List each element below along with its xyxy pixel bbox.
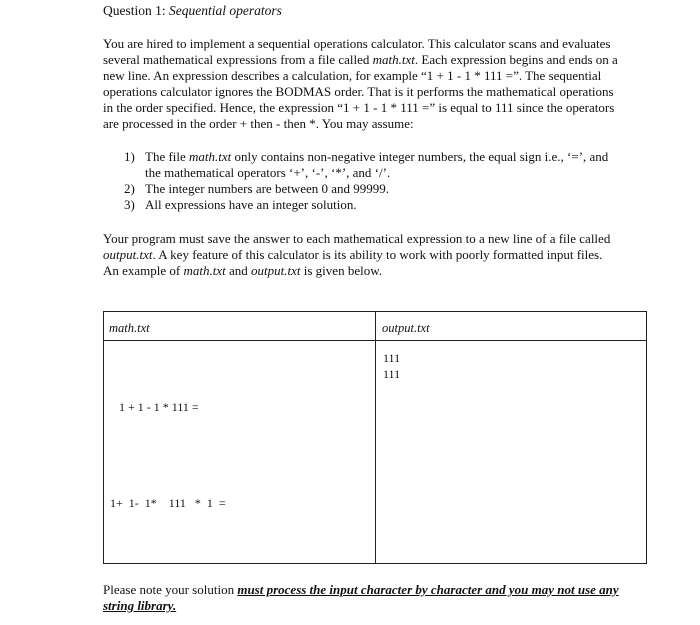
list-number: 3) (124, 197, 135, 212)
math-txt-header: math.txt (109, 321, 150, 335)
output-value: 111 (383, 367, 401, 381)
note-line (103, 598, 655, 614)
output-txt-header: output.txt (382, 321, 430, 335)
intro-line-text: several mathematical expressions from a file called (103, 52, 370, 67)
question-heading (103, 3, 282, 19)
column-divider (375, 312, 376, 563)
note-emphasis: string library. (103, 598, 177, 613)
question-title: Sequential operators (169, 3, 282, 18)
file-name: math.txt (372, 52, 415, 67)
program-line-mid: and (225, 263, 252, 278)
program-line: Your program must save the answer to each mathematical expression to a new line of a file called (103, 231, 611, 246)
program-paragraph (103, 231, 655, 279)
list-text: The integer numbers are between 0 and 99999. (145, 181, 390, 196)
list-text (145, 149, 608, 165)
intro-line: in the order specified. Hence, the expression “1 + 1 - 1 * 111 =” is equal to 111 since the operators (103, 100, 615, 115)
intro-paragraph (103, 36, 655, 132)
file-name: output.txt (103, 247, 153, 262)
file-name: output.txt (251, 263, 301, 278)
program-line-tail: . A key feature of this calculator is its ability to work with poorly formatted input files. (152, 247, 603, 262)
assumption-list (124, 149, 654, 213)
list-item (124, 149, 654, 165)
list-text: All expressions have an integer solution. (145, 197, 357, 212)
note-paragraph (103, 582, 655, 614)
intro-line (103, 52, 655, 68)
file-name: math.txt (189, 149, 232, 164)
question-label: Question 1: (103, 3, 166, 18)
program-line-post: is given below. (300, 263, 382, 278)
intro-line: new line. An expression describes a calculation, for example “1 + 1 - 1 * 111 =”. The sequential (103, 68, 602, 83)
note-emphasis: must process the input character by character and you may not use any (237, 582, 619, 597)
intro-line-tail: . Each expression begins and ends on a (414, 52, 618, 67)
list-number: 2) (124, 181, 135, 196)
note-pre: Please note your solution (103, 582, 238, 597)
list-item (124, 197, 654, 213)
intro-line: You are hired to implement a sequential operations calculator. This calculator scans and evaluates (103, 36, 611, 51)
header-divider (104, 340, 646, 341)
program-line (103, 263, 655, 279)
output-value: 111 (383, 351, 401, 365)
input-expression: 1 + 1 - 1 * 111 = (119, 400, 199, 414)
program-line-pre: An example of (103, 263, 184, 278)
program-line (103, 247, 655, 263)
list-item (124, 181, 654, 197)
input-expression: 1+ 1- 1* 111 * 1 = (110, 496, 226, 510)
intro-line: are processed in the order + then - then *. You may assume: (103, 116, 414, 131)
note-line (103, 582, 655, 598)
example-table (103, 311, 647, 564)
file-name: math.txt (183, 263, 226, 278)
list-item-continuation: the mathematical operators ‘+’, ‘-’, ‘*’, and ‘/’. (145, 165, 391, 180)
list-number: 1) (124, 149, 135, 164)
list-text-pre: The file (145, 149, 190, 164)
intro-line: operations calculator ignores the BODMAS order. That is it performs the mathematical operations (103, 84, 614, 99)
list-text-post: only contains non-negative integer numbers, the equal sign i.e., ‘=’, and (231, 149, 609, 164)
